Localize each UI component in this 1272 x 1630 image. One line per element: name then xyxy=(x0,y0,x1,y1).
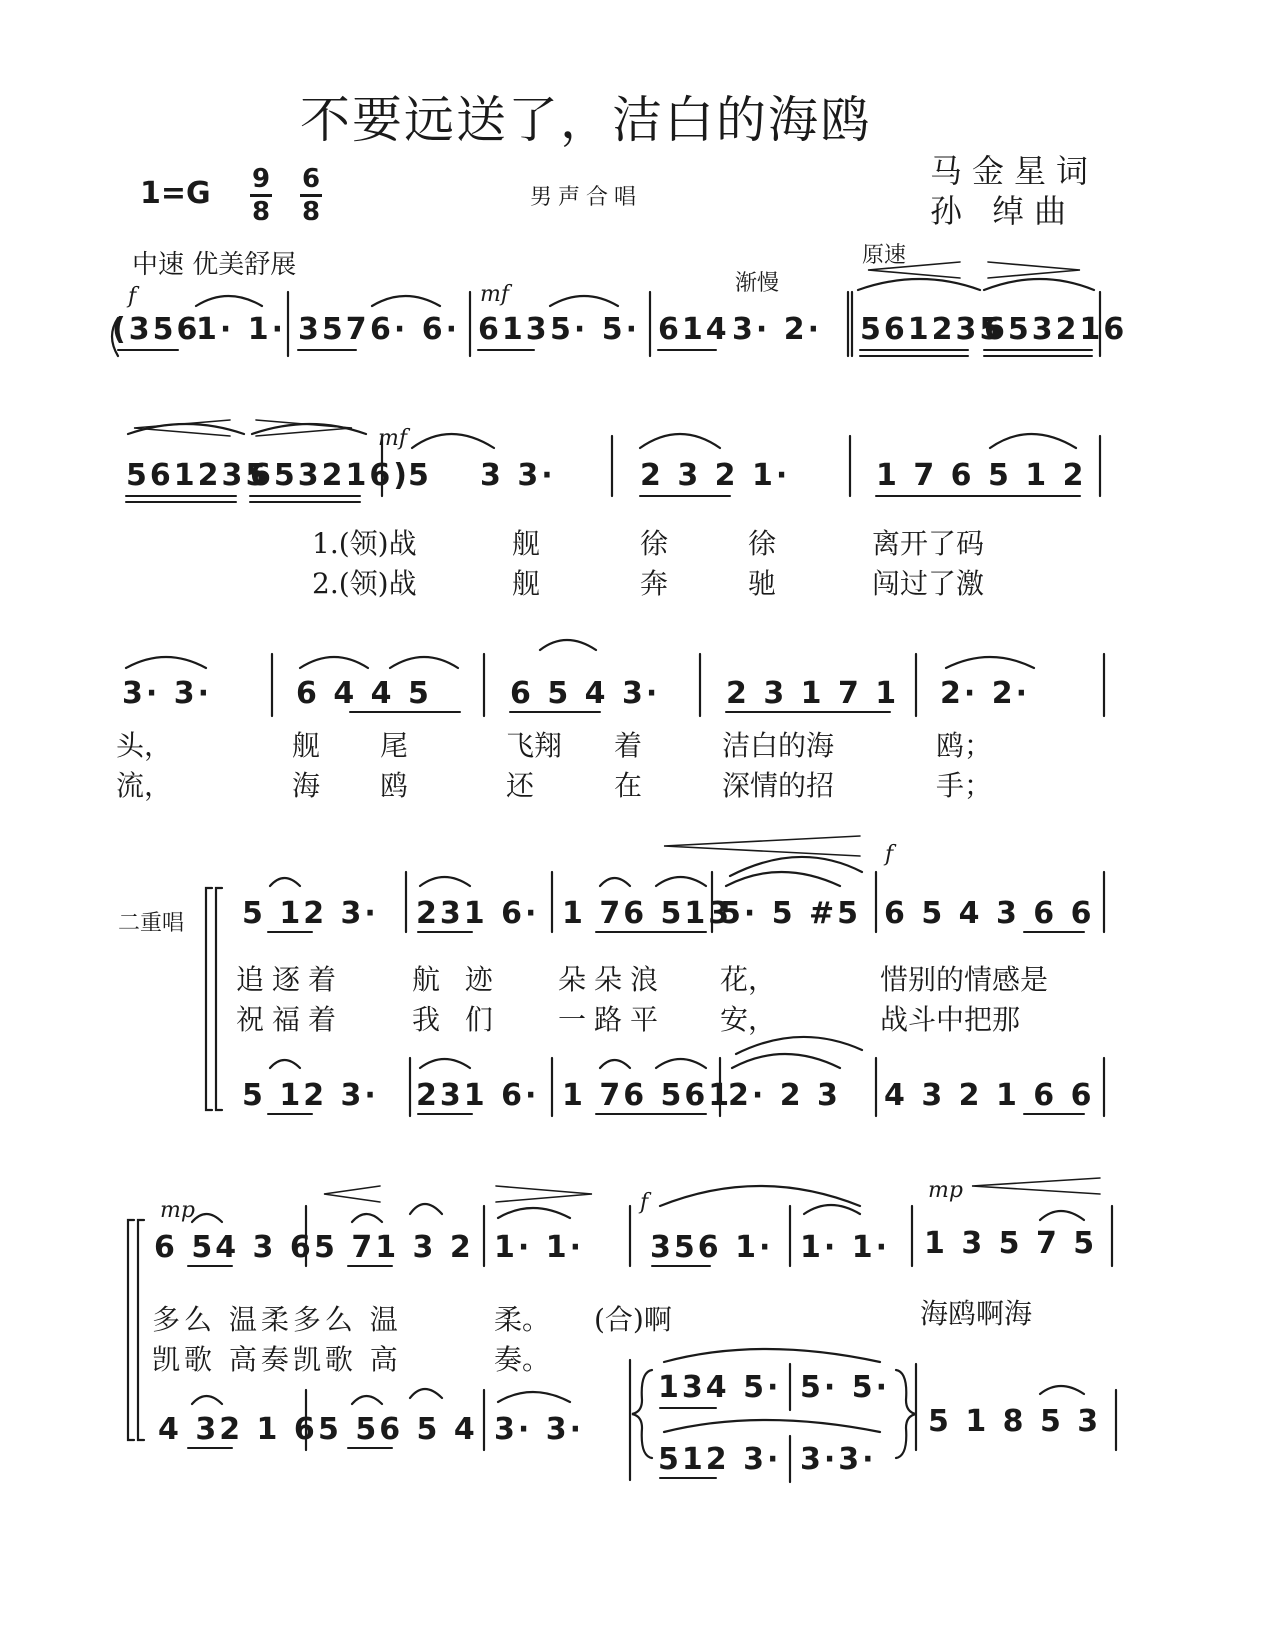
lyric-s4-v2-4: 安， xyxy=(720,1003,777,1036)
notes-s4-upper-5: 6 5 4 3 6 6 xyxy=(884,896,1095,931)
barlines-s4 xyxy=(406,872,1104,1116)
notes-s5-lower-8: 5 1 8 5 3 xyxy=(928,1404,1102,1439)
dynamic-mp-2: mp xyxy=(928,1178,963,1203)
dynamic-f-intro: f xyxy=(128,284,137,309)
key-signature: 1=G xyxy=(140,176,211,211)
notes-s5-lower-3: 3· 3· xyxy=(494,1412,584,1447)
notes-s4-upper-1: 5 12 3· xyxy=(242,896,379,931)
lyric-s3-v1-7: 鸥； xyxy=(936,729,993,762)
notes-s5-upper-2: 5 71 3 2 xyxy=(314,1230,474,1265)
barlines-s5 xyxy=(306,1206,1116,1482)
bracket-s4 xyxy=(206,888,222,1110)
notes-s4-upper-4: 5· 5 #5 xyxy=(720,896,862,931)
lyric-s5-v2-1: 凯歌 高奏凯歌 高 xyxy=(152,1343,402,1376)
underlines-intro xyxy=(118,350,1092,356)
composer-credit: 孙 绰曲 xyxy=(930,192,1077,230)
tempo-marking: 中速 优美舒展 xyxy=(132,250,297,280)
dynamic-mp-1: mp xyxy=(160,1198,195,1223)
time-signature-1: 9 8 xyxy=(251,164,271,227)
notes-s5-upper-6: 1 3 5 7 5 xyxy=(924,1226,1098,1261)
lyric-s4-v2-3: 一路平 xyxy=(558,1003,667,1036)
notes-s4-lower-3: 1 76 561 xyxy=(562,1078,733,1113)
dynamic-mf-verse: mf xyxy=(378,426,408,451)
lyric-s3-v2-3: 鸥 xyxy=(380,769,409,802)
lyric-s3-v2-6: 深情的招 xyxy=(722,769,835,802)
lyric-s2-v1-1: 1.(领)战 xyxy=(312,527,417,560)
notes-s5-lower-2: 5 56 5 4 xyxy=(318,1412,478,1447)
notes-s3-2: 6 4 4 5 xyxy=(296,676,432,711)
lyric-s4-v2-1: 祝福着 xyxy=(236,1003,345,1036)
notes-intro-8: 3· 2· xyxy=(732,312,822,347)
lyric-s5-v1-2: 柔。 xyxy=(494,1303,551,1336)
slurs-intro xyxy=(196,279,1094,306)
notes-intro-7: 614 xyxy=(658,312,730,347)
notes-s4-lower-4: 2· 2 3 xyxy=(728,1078,841,1113)
lyric-s5-v2-2: 奏。 xyxy=(494,1343,551,1376)
notes-s5-upper-4: 356 1· xyxy=(650,1230,774,1265)
notes-s4-lower-2: 231 6· xyxy=(416,1078,540,1113)
lyric-s4-v2-2: 我 们 xyxy=(412,1003,501,1036)
notes-s2-6: 1 7 6 5 1 2 xyxy=(876,458,1087,493)
lyric-s5-v1-1: 多么 温柔多么 温 xyxy=(152,1303,402,1336)
lyric-s4-v1-4: 花， xyxy=(720,963,777,996)
lyric-s3-v1-5: 着 xyxy=(614,729,643,762)
lyric-s2-v2-1: 2.(领)战 xyxy=(312,567,417,600)
lyric-s3-v2-4: 还 xyxy=(506,769,535,802)
slurs-s2 xyxy=(128,424,1076,448)
underlines-s4 xyxy=(268,932,1084,1114)
notes-s4-upper-2: 231 6· xyxy=(416,896,540,931)
lyric-s4-v1-1: 追逐着 xyxy=(236,963,345,996)
hairpin-s4 xyxy=(664,836,860,856)
lyric-s3-v1-3: 尾 xyxy=(380,729,409,762)
lyric-s4-v1-3: 朵朵浪 xyxy=(558,963,667,996)
time-signature-2: 6 8 xyxy=(301,164,321,227)
notes-intro-9: 561235 xyxy=(860,312,1004,347)
performance-type: 男声合唱 xyxy=(530,185,643,210)
notes-intro-6: 5· 5· xyxy=(550,312,640,347)
notes-intro-3: 357 xyxy=(298,312,370,347)
hairpins-intro xyxy=(868,262,1080,278)
lyric-s2-v1-2: 舰 xyxy=(512,527,541,560)
notes-intro-10: 653216 xyxy=(984,312,1128,347)
lyric-s3-v2-1: 流， xyxy=(116,769,173,802)
notes-s5-lower-4: 134 5· xyxy=(658,1370,782,1405)
notes-intro-2: 1· 1· xyxy=(196,312,286,347)
barlines-intro xyxy=(288,292,1100,356)
notes-s3-1: 3· 3· xyxy=(122,676,212,711)
lyric-s3-v1-2: 舰 xyxy=(292,729,321,762)
song-title: 不要远送了，洁白的海鸥 xyxy=(300,91,872,149)
lyric-s2-v1-5: 离开了码 xyxy=(872,527,985,560)
lyric-s5-v1-4: 海鸥啊海 xyxy=(920,1297,1033,1330)
notes-s3-4: 2 3 1 7 1 xyxy=(726,676,900,711)
slurs-s5 xyxy=(192,1186,1084,1432)
lyric-s2-v2-3: 奔 xyxy=(640,567,669,600)
lyric-s4-v1-2: 航 迹 xyxy=(412,963,501,996)
lyric-s3-v2-5: 在 xyxy=(614,769,643,802)
lyric-s3-v1-6: 洁白的海 xyxy=(722,729,835,762)
notes-s5-lower-5: 5· 5· xyxy=(800,1370,890,1405)
dynamic-f-chorus: f xyxy=(640,1190,649,1215)
notes-s5-upper-3: 1· 1· xyxy=(494,1230,584,1265)
dynamic-f-duet: f xyxy=(885,842,894,867)
notes-s4-lower-5: 4 3 2 1 6 6 xyxy=(884,1078,1095,1113)
lyric-s2-v1-3: 徐 xyxy=(640,527,669,560)
notes-s2-2: 653216) xyxy=(250,458,410,493)
lyric-s4-v1-5: 惜别的情感是 xyxy=(880,963,1049,996)
notes-intro-5: 613 xyxy=(478,312,550,347)
notes-s4-lower-1: 5 12 3· xyxy=(242,1078,379,1113)
slurs-s3 xyxy=(126,640,1034,668)
lyricist-credit: 马金星词 xyxy=(930,152,1099,190)
notes-s5-lower-1: 4 32 1 6 xyxy=(158,1412,318,1447)
notes-intro-1: (356 xyxy=(112,312,201,347)
dynamic-mf-intro: mf xyxy=(480,282,510,307)
lyric-s2-v1-4: 徐 xyxy=(748,527,777,560)
lyric-s4-v2-5: 战斗中把那 xyxy=(880,1003,1021,1036)
lyric-s2-v2-4: 驰 xyxy=(748,567,777,600)
lyric-s3-v1-4: 飞翔 xyxy=(506,729,563,762)
lyric-s3-v2-7: 手； xyxy=(936,769,993,802)
lyric-s2-v2-2: 舰 xyxy=(512,567,541,600)
two-part-label: 二重唱 xyxy=(118,911,185,936)
underlines-s2 xyxy=(126,496,1080,502)
lyric-s2-v2-5: 闯过了激 xyxy=(872,567,985,600)
notes-intro-4: 6· 6· xyxy=(370,312,460,347)
lyric-s3-v1-1: 头， xyxy=(116,729,173,762)
notes-s3-3: 6 5 4 3· xyxy=(510,676,661,711)
notes-s2-5: 2 3 2 1· xyxy=(640,458,791,493)
notes-s4-upper-3: 1 76 513 xyxy=(562,896,733,931)
notes-s5-lower-7: 3·3· xyxy=(800,1442,877,1477)
notes-s5-upper-5: 1· 1· xyxy=(800,1230,890,1265)
notes-s5-lower-6: 512 3· xyxy=(658,1442,782,1477)
notes-s3-5: 2· 2· xyxy=(940,676,1030,711)
ritard-mark: 渐慢 xyxy=(735,271,780,296)
notes-s2-3: 5 xyxy=(408,458,432,493)
notes-s2-4: 3 3· xyxy=(480,458,556,493)
braces-s5 xyxy=(632,1370,916,1458)
lyric-s5-v1-3: (合)啊 xyxy=(594,1303,672,1336)
lyric-s3-v2-2: 海 xyxy=(292,769,321,802)
bracket-s5 xyxy=(128,1220,144,1440)
notes-s5-upper-1: 6 54 3 6 xyxy=(154,1230,314,1265)
notes-s2-1: 561235 xyxy=(126,458,270,493)
underlines-s5 xyxy=(188,1266,716,1478)
a-tempo-mark: 原速 xyxy=(862,243,907,268)
slurs-s4 xyxy=(270,857,862,1068)
